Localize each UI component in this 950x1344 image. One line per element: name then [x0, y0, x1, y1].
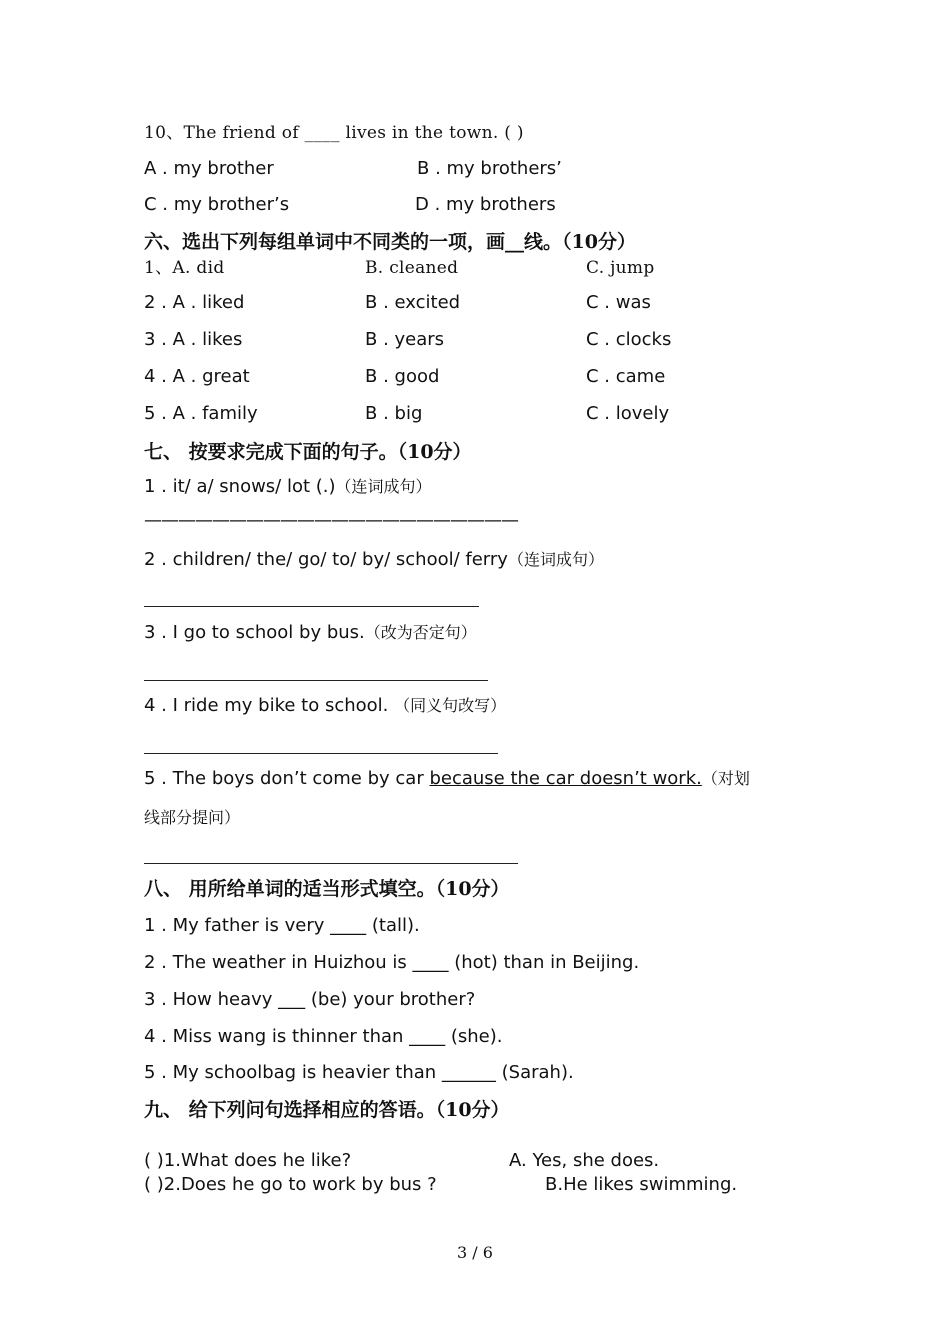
sec6-row4-b: B . good [365, 366, 440, 387]
sec6-row2-b: B . excited [365, 292, 461, 313]
sec8-item-1: 1 . My father is very ____ (tall). [144, 915, 420, 936]
sec7-q1-text: 1 . it/ a/ snows/ lot (.) [144, 476, 336, 497]
sec9-q1: ( )1.What does he like? [144, 1150, 352, 1171]
sec8-item-4: 4 . Miss wang is thinner than ____ (she). [144, 1026, 503, 1047]
sec7-q4-answer-line [144, 753, 498, 754]
page-number: 3 / 6 [457, 1243, 493, 1262]
sec7-q4-note: （同义句改写） [394, 696, 507, 715]
sec9-a2: B.He likes swimming. [545, 1174, 738, 1195]
sec6-row1-c: C. jump [586, 258, 655, 278]
sec6-row3-a: 3 . A . likes [144, 329, 243, 350]
sec7-q3-answer-line [144, 680, 488, 681]
sec6-row2-c: C . was [586, 292, 651, 313]
sec7-q1-note: （连词成句） [335, 477, 432, 496]
q10-option-b: B . my brothers’ [417, 158, 562, 179]
sec8-item-2: 2 . The weather in Huizhou is ____ (hot) than in Beijing. [144, 952, 640, 973]
sec8-item-5: 5 . My schoolbag is heavier than ______ (Sarah). [144, 1062, 574, 1083]
sec7-q3-text: 3 . I go to school by bus. [144, 622, 365, 643]
sec7-q5-answer-line [144, 863, 518, 864]
sec6-row5-a: 5 . A . family [144, 403, 258, 424]
sec7-q3-note: （改为否定句） [364, 623, 477, 642]
sec7-q4-text: 4 . I ride my bike to school. [144, 695, 395, 716]
sec6-row1-b: B. cleaned [365, 258, 459, 278]
sec6-row4-a: 4 . A . great [144, 366, 250, 387]
sec7-q1-answer-line: —————————————————————— [144, 510, 518, 531]
sec7-q5-underlined: because the car doesn’t work. [429, 768, 702, 789]
q10-stem: 10、The friend of ____ lives in the town. ( ) [144, 123, 524, 143]
section-6-heading: 六、选出下列每组单词中不同类的一项，画__线。（10分） [144, 231, 636, 253]
sec7-q2-note: （连词成句） [507, 550, 604, 569]
q10-option-d: D . my brothers [415, 194, 556, 215]
sec7-q5 [144, 767, 750, 791]
sec7-q2-answer-line [144, 606, 479, 607]
q10-option-c: C . my brother’s [144, 194, 290, 215]
sec7-q5-note-cont: 线部分提问） [144, 808, 241, 827]
sec7-q1 [144, 475, 432, 499]
sec7-q3 [144, 621, 477, 645]
sec7-q2 [144, 548, 604, 572]
sec6-row3-b: B . years [365, 329, 445, 350]
section-9-heading: 九、 给下列问句选择相应的答语。（10分） [144, 1099, 510, 1121]
sec7-q5-text: 5 . The boys don’t come by car [144, 768, 430, 789]
sec6-row1-a: 1、A. did [144, 258, 225, 278]
sec6-row2-a: 2 . A . liked [144, 292, 245, 313]
sec8-item-3: 3 . How heavy ___ (be) your brother? [144, 989, 476, 1010]
sec6-row5-b: B . big [365, 403, 423, 424]
sec6-row5-c: C . lovely [586, 403, 670, 424]
sec6-row3-c: C . clocks [586, 329, 672, 350]
section-7-heading: 七、 按要求完成下面的句子。（10分） [144, 441, 472, 463]
sec7-q4 [144, 694, 506, 718]
sec7-q2-text: 2 . children/ the/ go/ to/ by/ school/ ferry [144, 549, 508, 570]
section-8-heading: 八、 用所给单词的适当形式填空。（10分） [144, 878, 510, 900]
q10-option-a: A . my brother [144, 158, 274, 179]
sec9-q2: ( )2.Does he go to work by bus ? [144, 1174, 437, 1195]
sec6-row4-c: C . came [586, 366, 666, 387]
sec9-a1: A. Yes, she does. [509, 1150, 660, 1171]
sec7-q5-note: （对划 [701, 769, 750, 788]
